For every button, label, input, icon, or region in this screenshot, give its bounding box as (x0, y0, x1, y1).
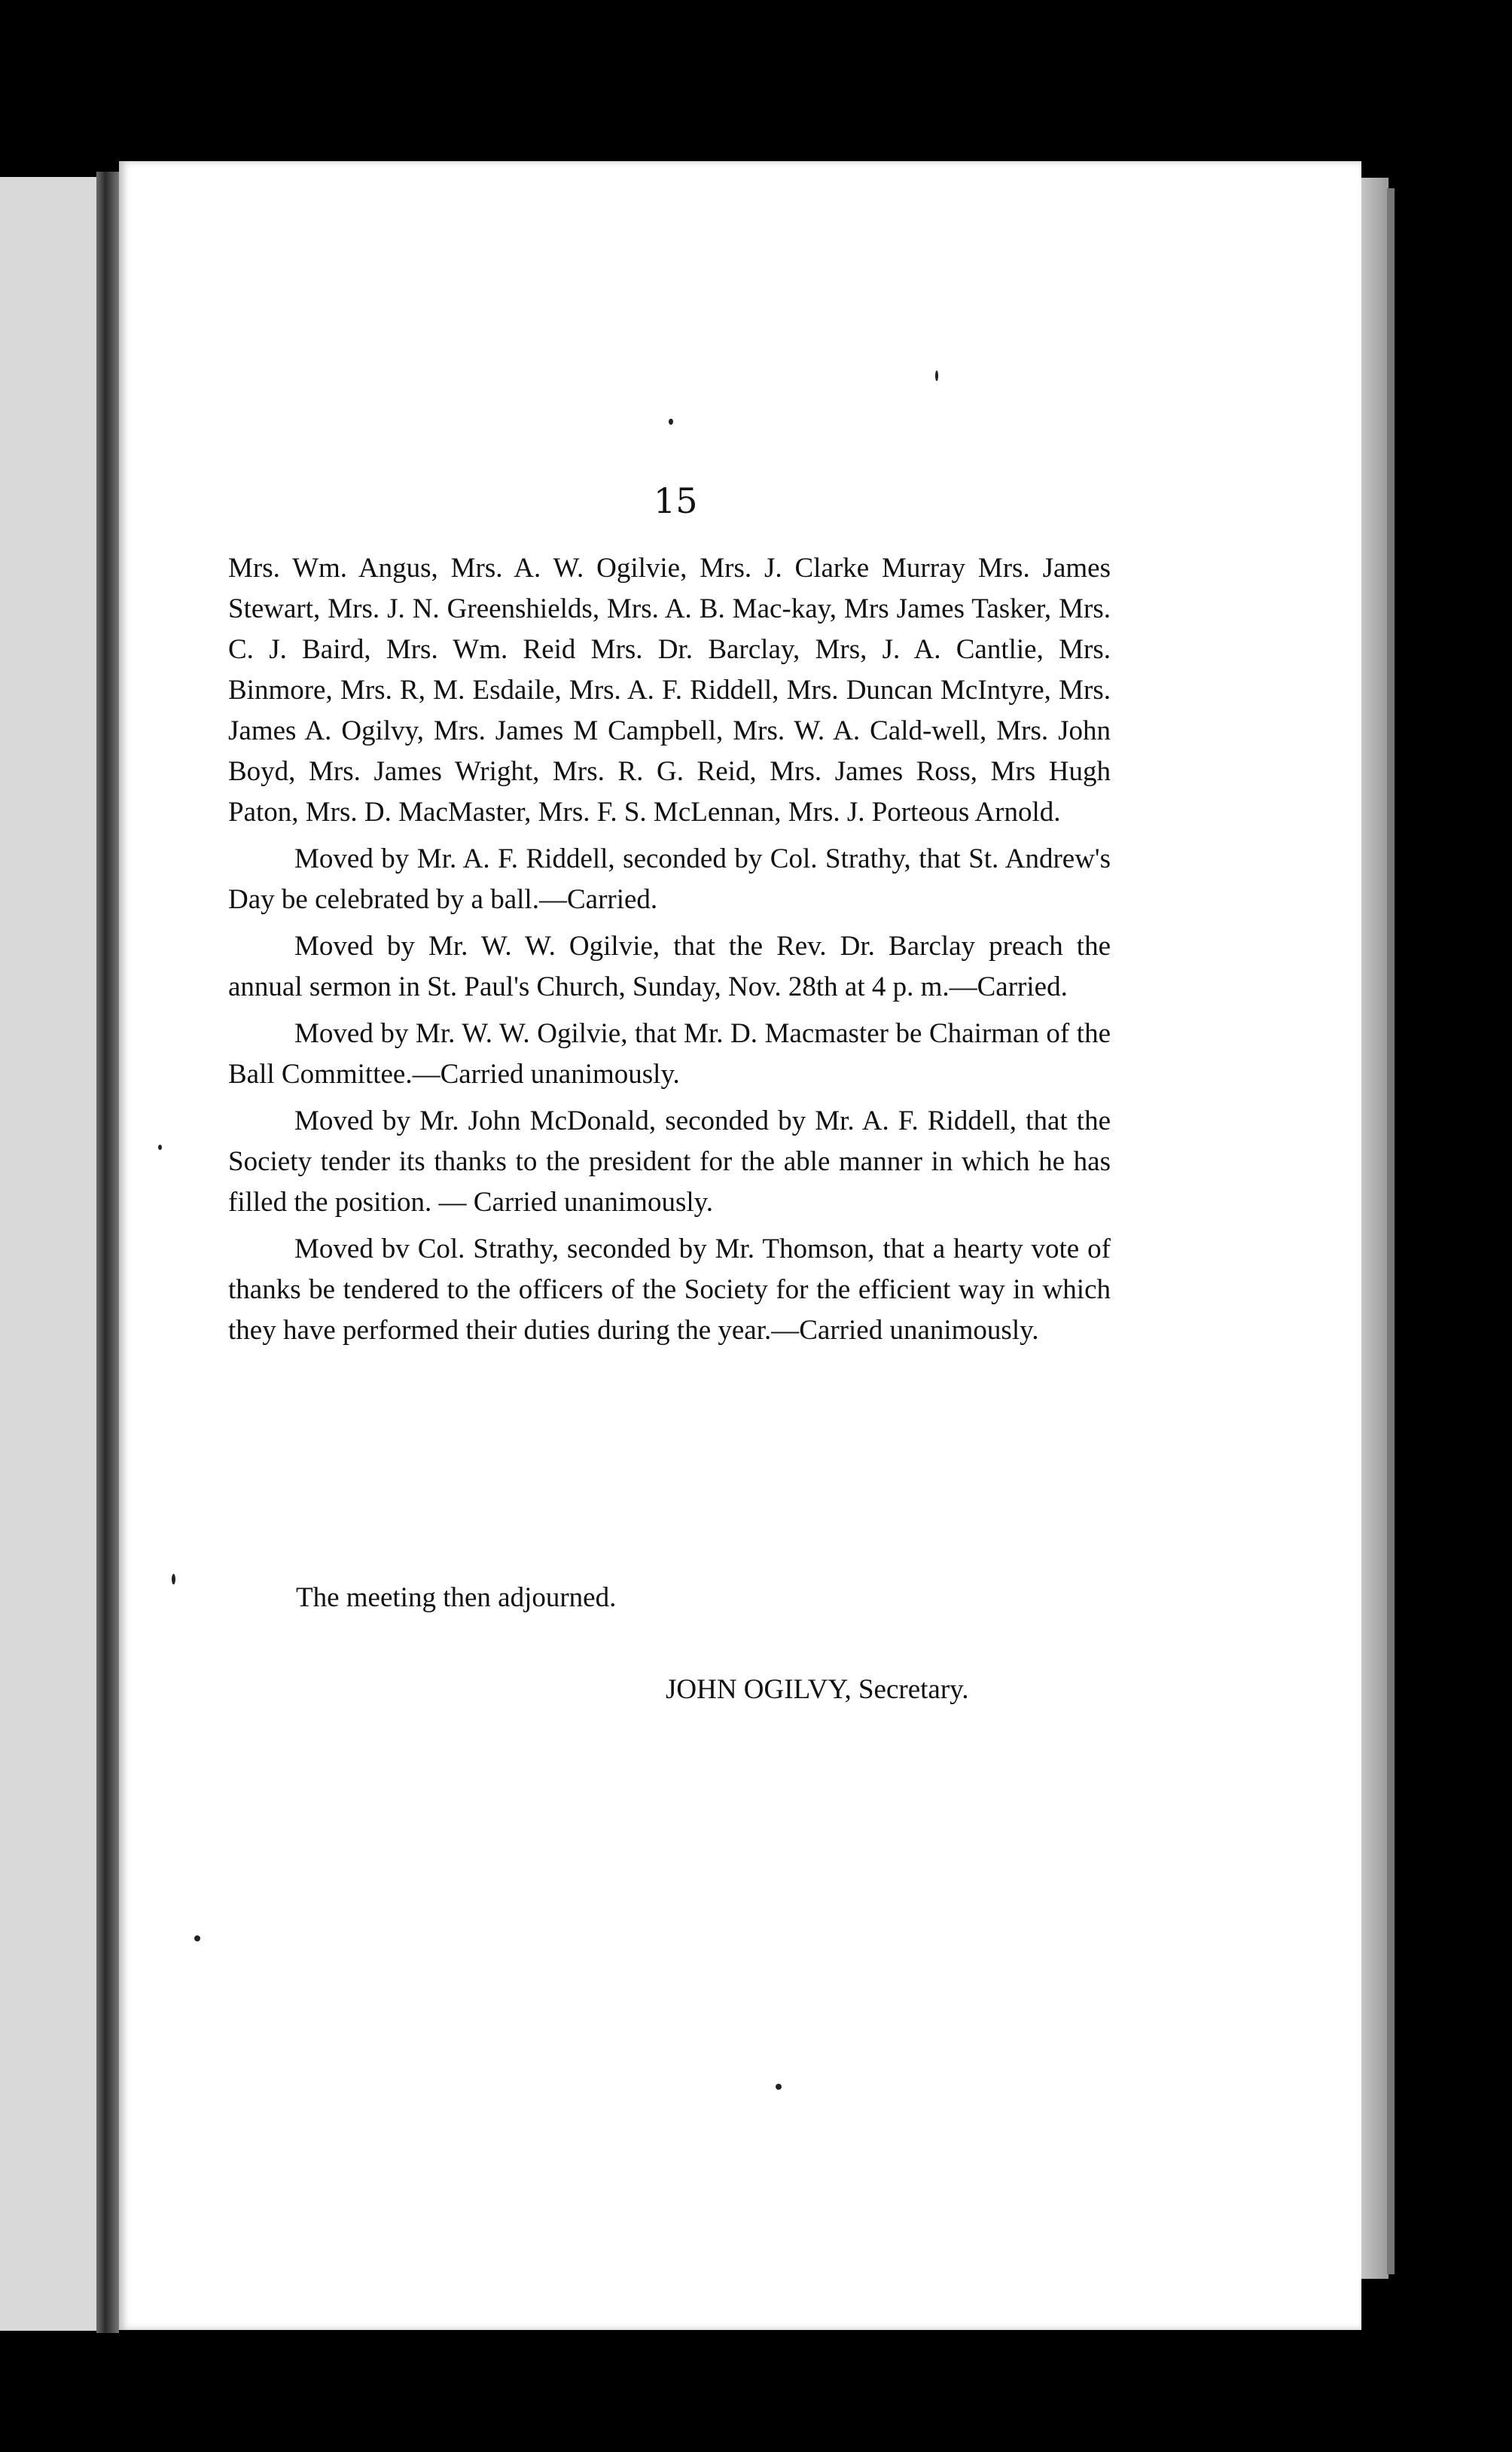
closing-line: The meeting then adjourned. (296, 1582, 617, 1613)
print-speck (158, 1145, 162, 1150)
print-speck (194, 1935, 200, 1941)
print-speck (172, 1574, 175, 1584)
page-number: 15 (654, 480, 698, 521)
motion-paragraph: Moved by Mr. W. W. Ogilvie, that Mr. D. Macmaster be Chairman of the Ball Committee.—Carried unanimously. (228, 1018, 1111, 1090)
page-stack-shadow (1387, 188, 1395, 2274)
motion-paragraph: Moved by Mr. A. F. Riddell, seconded by Col. Strathy, that St. Andrew's Day be celebrated by a ball.—Carried. (228, 843, 1111, 915)
body-text (228, 548, 1111, 1351)
binding-edge (96, 172, 119, 2333)
print-speck (935, 371, 938, 381)
motion-paragraph: Moved by Mr. John McDonald, seconded by Mr. A. F. Riddell, that the Society tender its thanks to the president for the able manner in which he has filled the position. — Carried unanimously. (228, 1106, 1111, 1218)
attendee-list-paragraph: Mrs. Wm. Angus, Mrs. A. W. Ogilvie, Mrs. J. Clarke Murray Mrs. James Stewart, Mrs. J. N. Greenshields, Mrs. A. B. Mac-kay, Mrs James Tasker, Mrs. C. J. Baird, Mrs. Wm. Reid Mrs. Dr. Barclay, Mrs, J. A. Cantlie, Mrs. Binmore, Mrs. R, M. Esdaile, Mrs. A. F. Riddell, Mrs. Duncan McIntyre, Mrs. James A. Ogilvy, Mrs. James M Campbell, Mrs. W. A. Cald-well, Mrs. John Boyd, Mrs. James Wright, Mrs. R. G. Reid, Mrs. James Ross, Mrs Hugh Paton, Mrs. D. MacMaster, Mrs. F. S. McLennan, Mrs. J. Porteous Arnold. (228, 553, 1111, 828)
print-speck (669, 419, 673, 425)
print-speck (776, 2084, 782, 2090)
motion-paragraph: Moved bv Col. Strathy, seconded by Mr. Thomson, that a hearty vote of thanks be tendered to the officers of the Society for the efficient way in which they have performed their duties during the year.—Carried unanimously. (228, 1234, 1111, 1346)
secretary-signature: JOHN OGILVY, Secretary. (666, 1674, 969, 1705)
motion-paragraph: Moved by Mr. W. W. Ogilvie, that the Rev. Dr. Barclay preach the annual sermon in St. Paul's Church, Sunday, Nov. 28th at 4 p. m.—Carried. (228, 931, 1111, 1002)
